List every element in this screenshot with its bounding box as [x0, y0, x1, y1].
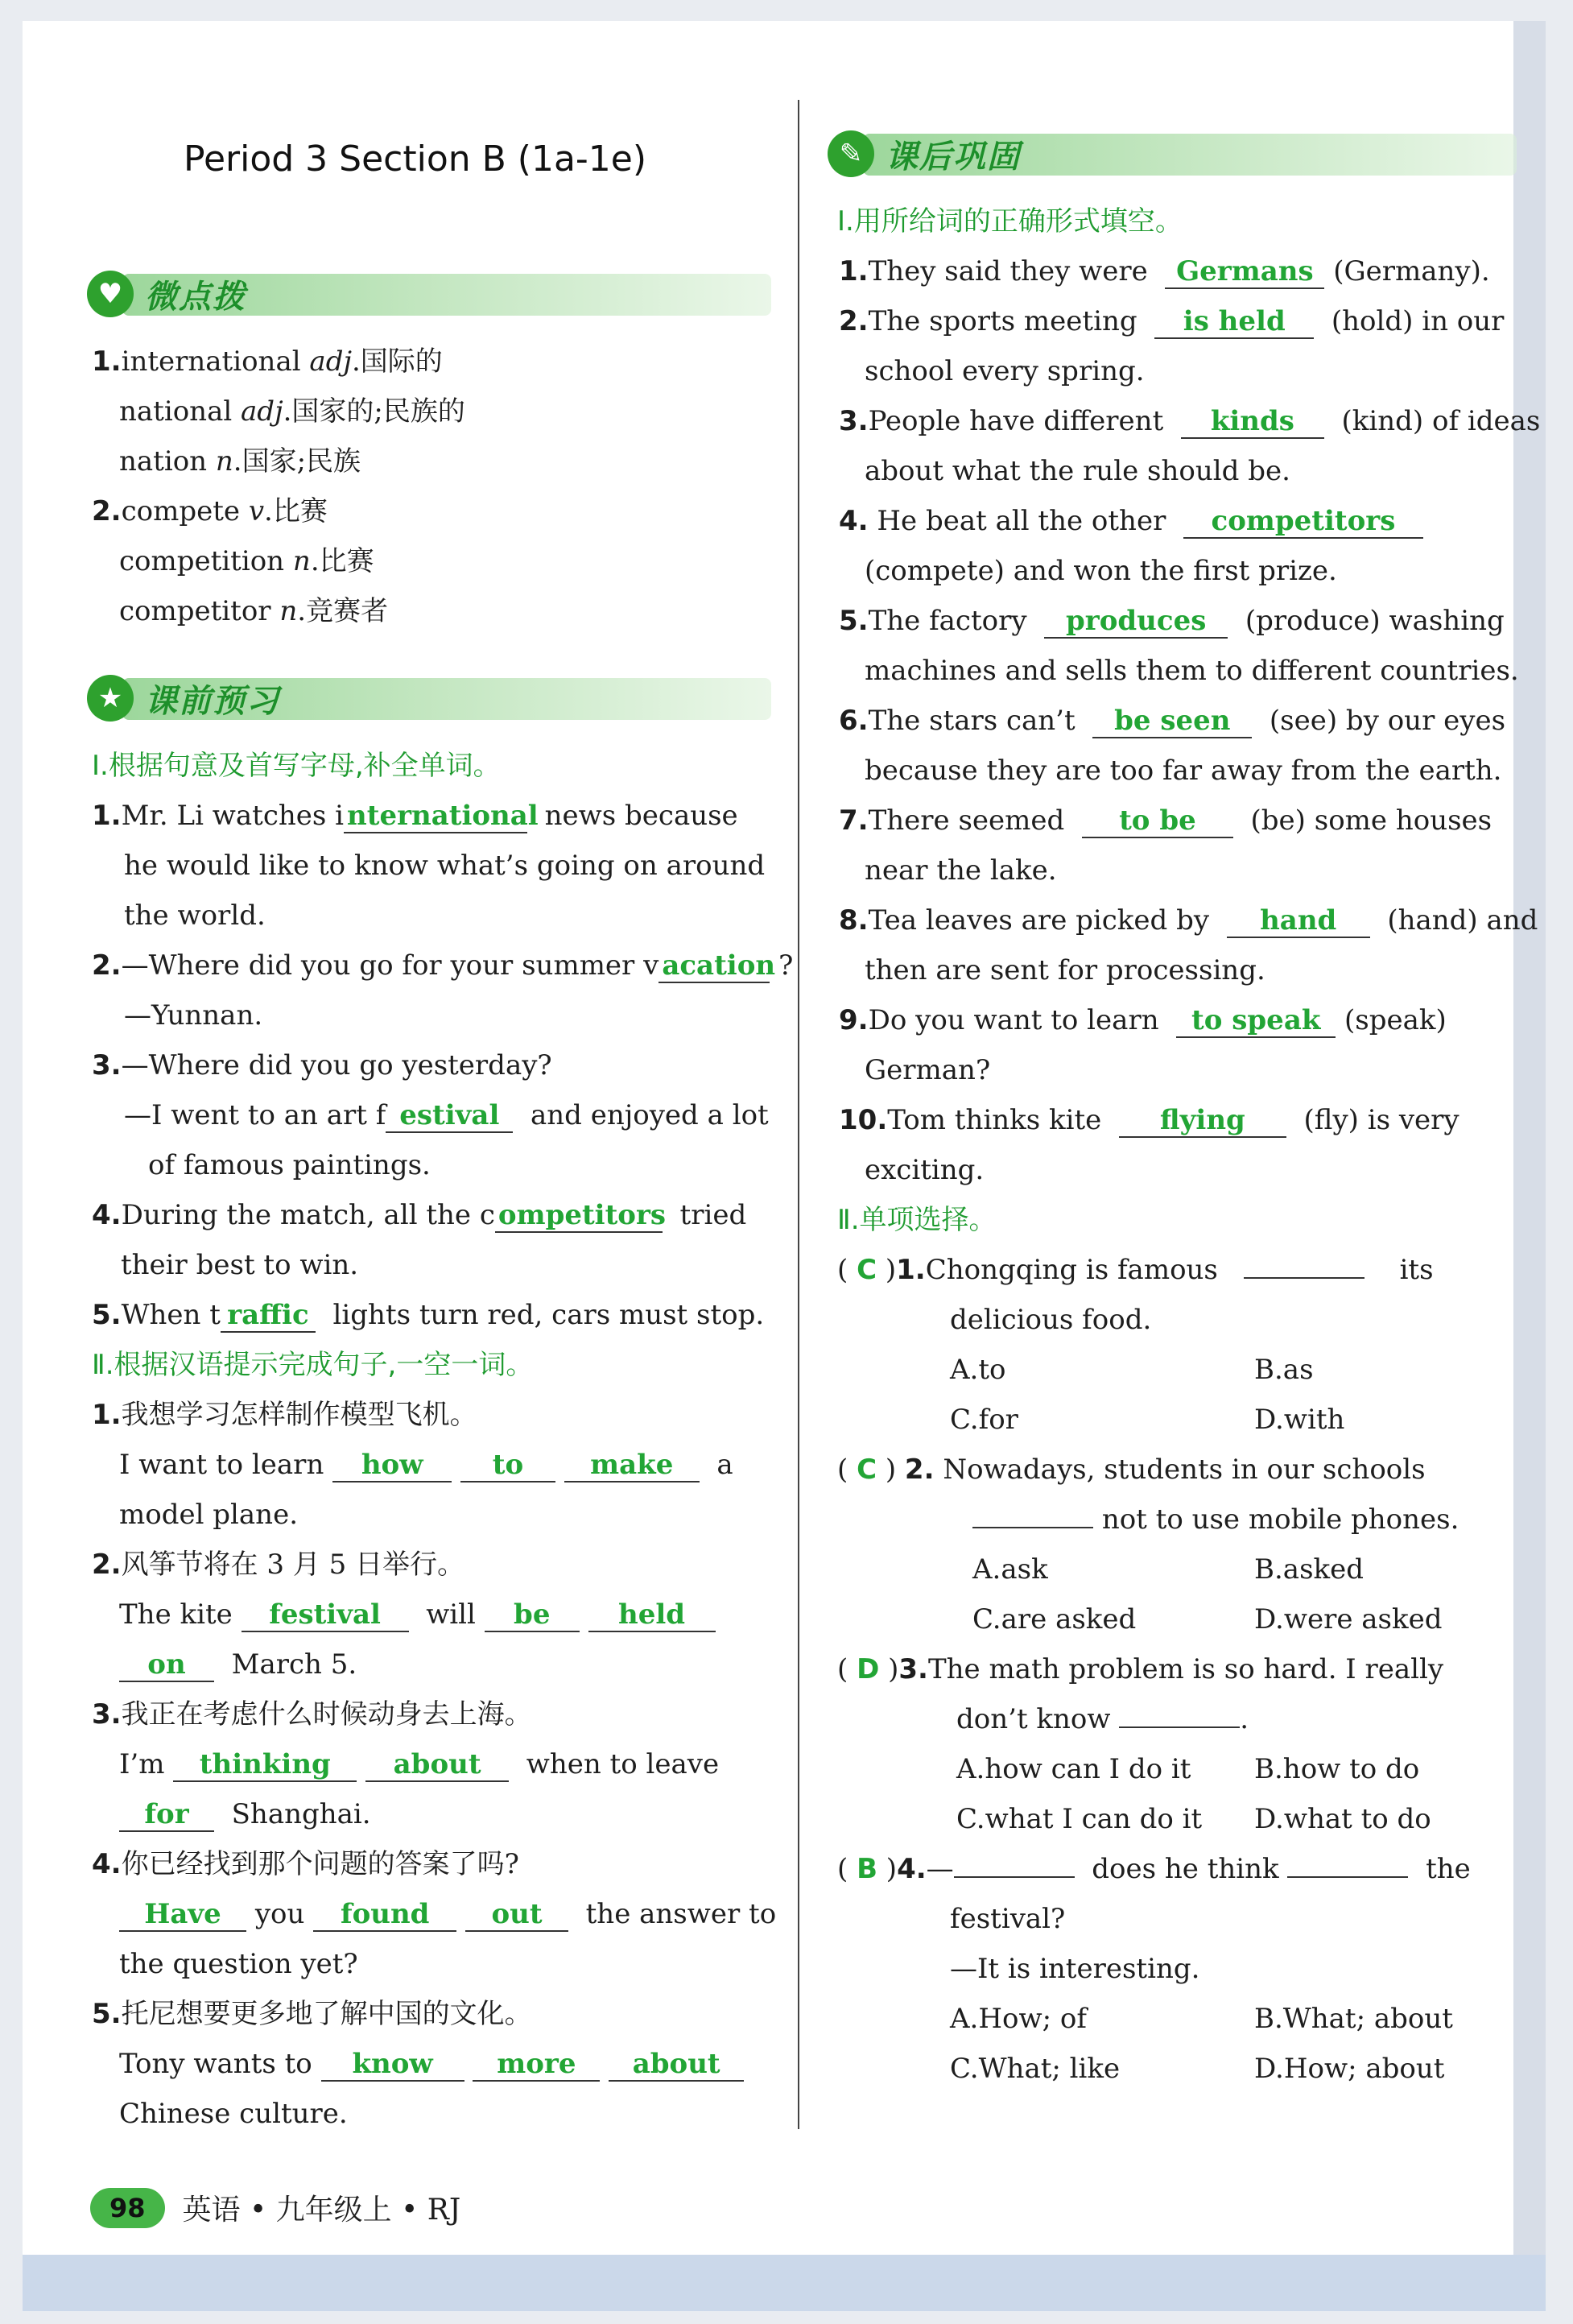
question-number: 8. [839, 904, 869, 937]
answer-blank: found [313, 1898, 456, 1932]
question: 3.—Where did you go yesterday? [92, 1049, 552, 1081]
answer-blank: held [588, 1598, 716, 1632]
text-line: ) [877, 1853, 898, 1885]
text-line: of famous paintings. [148, 1149, 431, 1181]
answer-blank: to speak [1176, 1004, 1336, 1038]
text-line: 10.Tom thinks kite flying (fly) is very [839, 1104, 1459, 1136]
footer-text: 英语 • 九年级上 • RJ [182, 2194, 461, 2227]
text-line: B.What; about [1254, 2003, 1453, 2035]
text-line: 2.The sports meeting is held (hold) in our [839, 305, 1505, 337]
answer-blank: about [365, 1748, 509, 1782]
text-line: 3.我正在考虑什么时候动身去上海。 [92, 1698, 532, 1731]
question: 5.When t raffic lights turn red, cars must stop. [92, 1299, 765, 1331]
choice-answer: B [857, 1853, 877, 1885]
question-number: 3. [92, 1698, 122, 1731]
text-line: model plane. [119, 1499, 299, 1531]
text-line: 7.There seemed to be (be) some houses [839, 804, 1492, 837]
question-number: 3. [898, 1653, 928, 1685]
text-line: then are sent for processing. [865, 954, 1265, 986]
text-line: D.with [1254, 1404, 1345, 1436]
text-line: on March 5. [119, 1640, 357, 1690]
text-line: ( [837, 1454, 857, 1486]
text-line: not to use mobile phones. [972, 1495, 1459, 1545]
text-line: ( [837, 1853, 857, 1885]
answer-blank [972, 1499, 1093, 1528]
text-line: the question yet? [119, 1948, 358, 1980]
text-line: I want to learn how to make a [119, 1449, 733, 1481]
text-line: ( [837, 1254, 857, 1286]
question-number: 1. [839, 255, 869, 287]
text-line: —Yunnan. [124, 999, 263, 1032]
page-edge-bottom [23, 2255, 1546, 2311]
text-line: exciting. [865, 1154, 985, 1186]
answer-blank: make [564, 1449, 700, 1482]
question-number: 5. [839, 605, 869, 637]
text-line: 9.Do you want to learn to speak (speak) [839, 1004, 1447, 1036]
text-line: C.for [950, 1404, 1018, 1436]
text-line: machines and sells them to different countries. [865, 655, 1519, 687]
question-number: 10. [839, 1104, 888, 1136]
choice-answer: D [857, 1653, 880, 1685]
text-line: delicious food. [950, 1304, 1152, 1336]
star-icon: ★ [87, 675, 134, 722]
section-preview [87, 673, 771, 723]
text-line: 8.Tea leaves are picked by hand (hand) and [839, 904, 1538, 937]
text-line: D.How; about [1254, 2053, 1445, 2085]
text-line: the world. [124, 899, 266, 932]
text-line: for Shanghai. [119, 1789, 371, 1840]
text-line: don’t know . [956, 1694, 1249, 1745]
question-number: 3. [92, 1049, 122, 1081]
text-line: near the lake. [865, 854, 1057, 887]
question-number: 4. [92, 1199, 122, 1231]
text-line: C.are asked [972, 1603, 1137, 1635]
text-line: ) [877, 1254, 897, 1286]
mc-question: ( C ) 2. Nowadays, students in our schools [837, 1454, 1426, 1486]
text-line: I’m thinking about when to leave [119, 1748, 720, 1780]
tip-item: competitor n.竞赛者 [119, 595, 389, 627]
text-line: Tony wants to know more about [119, 2039, 744, 2090]
answer-blank: competitors [1183, 505, 1423, 539]
part-heading: Ⅱ.单项选择。 [837, 1204, 997, 1236]
pencil-icon: ✎ [828, 130, 874, 177]
mc-question: ( D )3.The math problem is so hard. I really [837, 1653, 1444, 1685]
text-line: 3.People have different kinds (kind) of ideas [839, 405, 1541, 437]
mc-question: ( B )4.— does he think the [837, 1844, 1471, 1895]
text-line: ( [837, 1653, 857, 1685]
page-footer [90, 2187, 460, 2228]
text-line: 1.They said they were Germans (Germany). [839, 255, 1490, 287]
text-line: D.what to do [1254, 1803, 1431, 1835]
section-after-label: 课后巩固 [886, 138, 1021, 176]
text-line: Have you found out the answer to [119, 1889, 776, 1940]
heart-icon: ♥ [87, 271, 134, 317]
answer-blank [1287, 1849, 1408, 1878]
question-number: 2. [904, 1454, 935, 1486]
text-line: —I went to an art f estival and enjoyed a lot [124, 1099, 769, 1131]
text-line: B.asked [1254, 1553, 1364, 1586]
answer-blank: nternational [344, 800, 527, 833]
question-number: 5. [92, 1299, 122, 1331]
choice-answer: C [857, 1254, 877, 1286]
question-number: 2. [92, 495, 122, 527]
answer-blank: know [321, 2048, 464, 2082]
question-number: 5. [92, 1998, 122, 2030]
question-number: 1. [92, 1399, 122, 1431]
text-line: 5.The factory produces (produce) washing [839, 605, 1505, 637]
answer-blank: for [119, 1798, 214, 1832]
answer-blank: be [485, 1598, 580, 1632]
answer-blank: Have [119, 1898, 246, 1932]
text-line: ) [879, 1653, 899, 1685]
text-line: 6.The stars can’t be seen (see) by our eyes [839, 705, 1506, 737]
answer-blank: produces [1044, 605, 1228, 639]
question-number: 2. [92, 949, 122, 982]
tip-item: competition n.比赛 [119, 545, 374, 577]
answer-blank: Germans [1165, 255, 1324, 289]
question-number: 6. [839, 705, 869, 737]
section-tips-label: 微点拨 [145, 278, 246, 316]
answer-blank: about [609, 2048, 744, 2082]
part-heading: Ⅰ.用所给词的正确形式填空。 [837, 205, 1183, 238]
text-line: A.ask [972, 1553, 1048, 1586]
question-number: 2. [839, 305, 869, 337]
text-line: 5.托尼想要更多地了解中国的文化。 [92, 1998, 532, 2030]
question-number: 3. [839, 405, 869, 437]
question-number: 4. [839, 505, 869, 537]
answer-blank: is held [1154, 305, 1314, 339]
page-edge-right [1513, 21, 1546, 2308]
answer-blank: raffic [221, 1299, 316, 1333]
text-line: about what the rule should be. [865, 455, 1290, 487]
question: 4.During the match, all the c ompetitors tried [92, 1199, 747, 1231]
answer-blank: thinking [173, 1748, 357, 1782]
text-line: A.how can I do it [956, 1753, 1191, 1785]
text-line: German? [865, 1054, 991, 1086]
text-line: 2.风筝节将在 3 月 5 日举行。 [92, 1549, 465, 1581]
question-number: 4. [897, 1853, 927, 1885]
question-number: 2. [92, 1549, 122, 1581]
question-number: 7. [839, 804, 869, 837]
answer-blank: hand [1227, 904, 1370, 938]
text-line: festival? [950, 1903, 1066, 1935]
text-line: 1.我想学习怎样制作模型飞机。 [92, 1399, 477, 1431]
question-number: 1. [896, 1254, 926, 1286]
answer-blank: be seen [1092, 705, 1252, 738]
text-line: because they are too far away from the earth. [865, 755, 1502, 787]
answer-blank: to be [1082, 804, 1233, 838]
text-line: —It is interesting. [950, 1953, 1200, 1985]
text-line: A.How; of [950, 2003, 1087, 2035]
text-line: D.were asked [1254, 1603, 1443, 1635]
text-line: B.how to do [1254, 1753, 1420, 1785]
tip-item: nation n.国家;民族 [119, 445, 361, 478]
question-number: 1. [92, 800, 122, 832]
question: 2.—Where did you go for your summer v acation ? [92, 949, 794, 982]
mc-question: ( C )1.Chongqing is famous its [837, 1245, 1434, 1296]
answer-blank [1119, 1699, 1240, 1728]
text-line: school every spring. [865, 355, 1145, 387]
answer-blank: out [465, 1898, 568, 1932]
section-tips [87, 269, 771, 319]
question: 1.Mr. Li watches i nternational news because [92, 800, 738, 832]
answer-blank [954, 1849, 1075, 1878]
text-line: 4. He beat all the other competitors [839, 496, 1423, 547]
answer-blank: festival [242, 1598, 409, 1632]
tip-item: 2.compete v.比赛 [92, 495, 328, 527]
page-number: 98 [90, 2188, 165, 2228]
column-divider [798, 100, 799, 2129]
text-line: C.what I can do it [956, 1803, 1203, 1835]
section-preview-label: 课前预习 [145, 682, 280, 720]
answer-blank: kinds [1181, 405, 1324, 439]
choice-answer: C [857, 1454, 877, 1486]
tip-item: 1.international adj.国际的 [92, 345, 443, 378]
answer-blank: ompetitors [495, 1199, 663, 1233]
answer-blank: to [460, 1449, 555, 1482]
part-heading: Ⅰ.根据句意及首写字母,补全单词。 [92, 750, 501, 782]
section-after-class [828, 129, 1516, 179]
text-line: A.to [950, 1354, 1006, 1386]
answer-blank: flying [1119, 1104, 1286, 1138]
text-line: B.as [1254, 1354, 1314, 1386]
answer-blank: acation [659, 949, 770, 983]
text-line: C.What; like [950, 2053, 1121, 2085]
part-heading: Ⅱ.根据汉语提示完成句子,一空一词。 [92, 1349, 534, 1381]
text-line: 4.你已经找到那个问题的答案了吗? [92, 1848, 519, 1880]
answer-blank [1244, 1250, 1365, 1279]
text-line: he would like to know what’s going on around [124, 850, 766, 882]
answer-blank: how [332, 1449, 452, 1482]
text-line: ) [877, 1454, 905, 1486]
text-line: their best to win. [121, 1249, 359, 1281]
page-title: Period 3 Section B (1a-1e) [184, 139, 647, 180]
text-line: Chinese culture. [119, 2098, 348, 2130]
answer-blank: estival [386, 1099, 513, 1133]
question-number: 1. [92, 345, 122, 378]
answer-blank: on [119, 1648, 214, 1682]
question-number: 4. [92, 1848, 122, 1880]
answer-blank: more [473, 2048, 600, 2082]
question-number: 9. [839, 1004, 869, 1036]
tip-item: national adj.国家的;民族的 [119, 395, 465, 428]
text-line: The kite festival will be held [119, 1590, 716, 1640]
text-line: (compete) and won the first prize. [865, 555, 1337, 587]
